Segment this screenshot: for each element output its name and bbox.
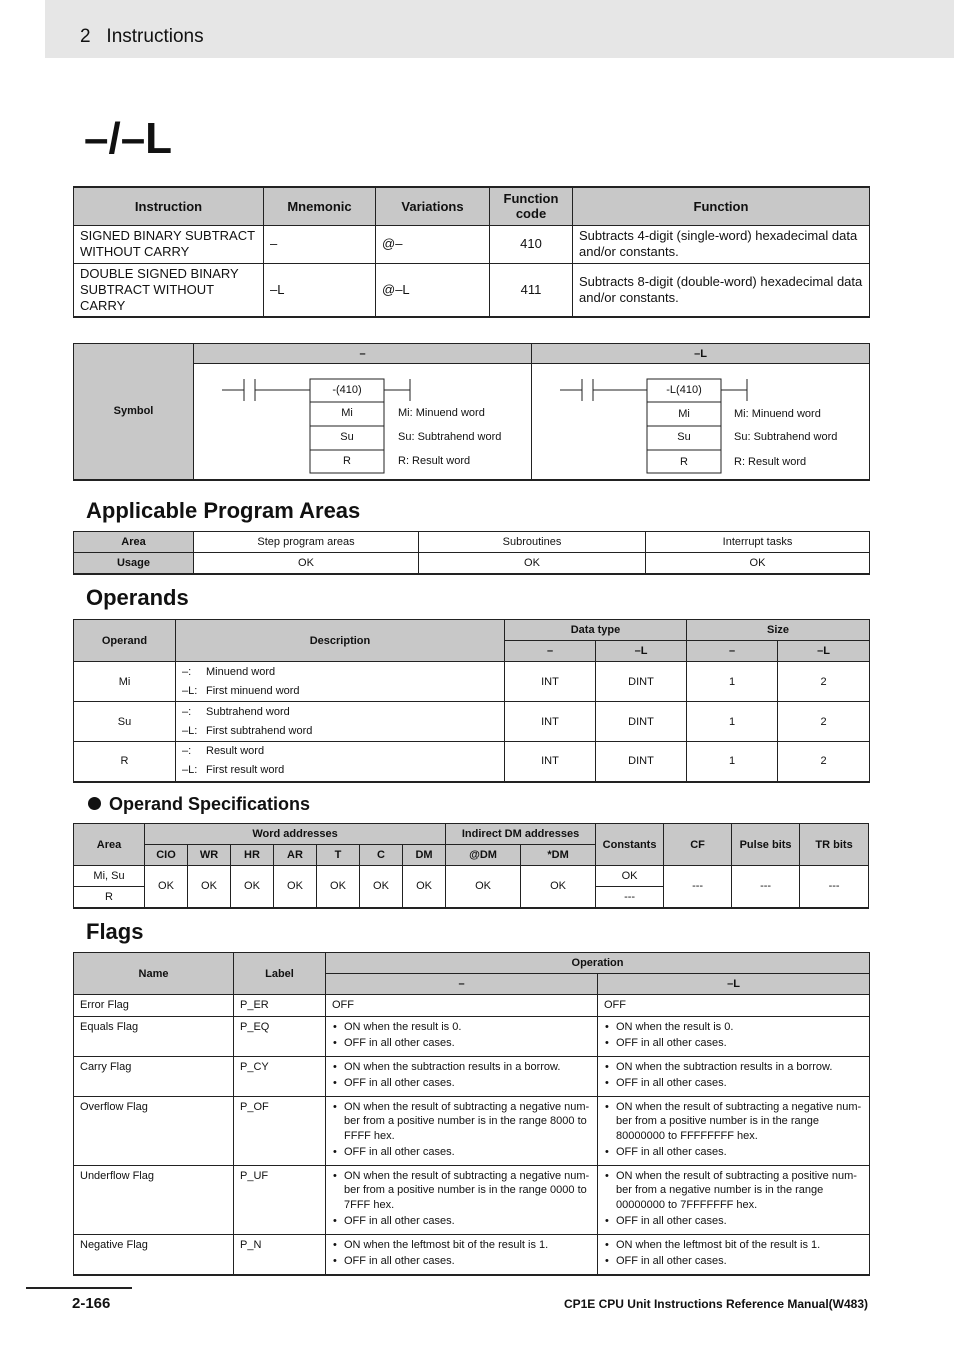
operand-description: –: Result word –L: First result word (176, 742, 505, 782)
header-cf: CF (664, 824, 732, 866)
flag-name: Carry Flag (74, 1056, 234, 1096)
header-description: Description (176, 620, 505, 662)
flag-label: P_N (234, 1234, 326, 1275)
header-name: Name (74, 953, 234, 995)
usage-value: OK (194, 553, 419, 574)
box-title: -(410) (332, 384, 362, 396)
flag-op-minus: • ON when the result of subtracting a negative num-ber from a positive number is in the range 0000 to 7FFF hex. • OFF in all other cases. (326, 1165, 598, 1234)
footer-rule (26, 1287, 132, 1289)
cf-value: --- (664, 866, 732, 908)
operands-header-row (74, 620, 870, 641)
variations: @–L (376, 263, 490, 317)
desc-mi: Mi: Minuend word (398, 407, 485, 419)
data-type-minus: INT (505, 702, 596, 742)
flag-name: Error Flag (74, 995, 234, 1017)
symbol-header-row (74, 344, 870, 364)
section-title-flags: Flags (86, 919, 144, 944)
operand-specs-table (73, 823, 869, 909)
flag-op-minus: • ON when the result of subtracting a negative num-ber from a positive number is in the range 8000 to FFFF hex. • OFF in all other cases. (326, 1096, 598, 1165)
symbol-table (73, 343, 870, 481)
page-number: 2-166 (72, 1295, 111, 1312)
flag-op-l: • ON when the result is 0. • OFF in all other cases. (598, 1016, 870, 1056)
usage-value: OK (419, 553, 646, 574)
header-function-code: Function code (490, 187, 573, 225)
data-type-l: DINT (596, 702, 687, 742)
table-row (74, 662, 870, 702)
mnemonic: – (264, 225, 376, 263)
flag-label: P_CY (234, 1056, 326, 1096)
header-ar: AR (274, 845, 317, 866)
flag-name: Underflow Flag (74, 1165, 234, 1234)
table-row (74, 553, 870, 574)
instruction-name: DOUBLE SIGNED BINARY SUBTRACT WITHOUT CARRY (74, 263, 264, 317)
header-type-minus: – (505, 641, 596, 662)
flags-table (73, 952, 870, 1276)
bullet-icon (88, 797, 101, 810)
size-minus: 1 (687, 742, 778, 782)
hr-value: OK (231, 866, 274, 908)
ladder-symbol-l (532, 364, 870, 480)
header-size-minus: – (687, 641, 778, 662)
area-label: Area (74, 532, 194, 553)
function-description: Subtracts 8-digit (double-word) hexadecimal data and/or constants. (573, 263, 870, 317)
header-operand: Operand (74, 620, 176, 662)
flag-label: P_UF (234, 1165, 326, 1234)
subsection-operand-specs (88, 794, 310, 815)
specs-header-row (74, 824, 869, 845)
header-instruction: Instruction (74, 187, 264, 225)
function-description: Subtracts 4-digit (single-word) hexadecimal data and/or constants. (573, 225, 870, 263)
table-row (74, 1165, 870, 1234)
symbol-label: Symbol (74, 344, 194, 480)
size-l: 2 (778, 742, 870, 782)
header-hr: HR (231, 845, 274, 866)
table-row (74, 702, 870, 742)
operand-description: –: Subtrahend word –L: First subtrahend word (176, 702, 505, 742)
size-l: 2 (778, 702, 870, 742)
area-r: R (74, 887, 145, 908)
header-indirect-dm: Indirect DM addresses (446, 824, 596, 845)
data-type-l: DINT (596, 742, 687, 782)
symbol-diagram-row (74, 364, 870, 480)
operand-name: R (74, 742, 176, 782)
ar-value: OK (274, 866, 317, 908)
desc-r: R: Result word (734, 456, 807, 468)
size-l: 2 (778, 662, 870, 702)
area-step: Step program areas (194, 532, 419, 553)
header-cio: CIO (145, 845, 188, 866)
flag-op-l: • ON when the subtraction results in a borrow. • OFF in all other cases. (598, 1056, 870, 1096)
header-tr-bits: TR bits (800, 824, 869, 866)
c-value: OK (360, 866, 403, 908)
data-type-minus: INT (505, 742, 596, 782)
flag-op-minus: • ON when the subtraction results in a borrow. • OFF in all other cases. (326, 1056, 598, 1096)
header-data-type: Data type (505, 620, 687, 641)
operand-mi: Mi (678, 408, 690, 420)
table-row (74, 1056, 870, 1096)
header-star-dm: *DM (521, 845, 596, 866)
usage-label: Usage (74, 553, 194, 574)
flag-op-l: • ON when the leftmost bit of the result is 1. • OFF in all other cases. (598, 1234, 870, 1275)
wr-value: OK (188, 866, 231, 908)
desc-su: Su: Subtrahend word (398, 431, 502, 443)
symbol-col-minus: – (194, 344, 532, 364)
header-size-l: –L (778, 641, 870, 662)
flag-name: Overflow Flag (74, 1096, 234, 1165)
header-at-dm: @DM (446, 845, 521, 866)
instruction-name: SIGNED BINARY SUBTRACT WITHOUT CARRY (74, 225, 264, 263)
data-type-minus: INT (505, 662, 596, 702)
operand-r: R (680, 456, 688, 468)
header-function: Function (573, 187, 870, 225)
header-t: T (317, 845, 360, 866)
table-row (74, 995, 870, 1017)
operands-table (73, 619, 870, 783)
flag-name: Equals Flag (74, 1016, 234, 1056)
operand-su: Su (340, 431, 354, 443)
operand-mi: Mi (341, 407, 353, 419)
program-areas-table (73, 531, 870, 575)
header-dm: DM (403, 845, 446, 866)
flag-op-minus: • ON when the leftmost bit of the result is 1. • OFF in all other cases. (326, 1234, 598, 1275)
page-title: –/–L (84, 114, 173, 163)
desc-r: R: Result word (398, 455, 471, 467)
chapter-title: Instructions (106, 26, 204, 47)
desc-su: Su: Subtrahend word (734, 431, 838, 443)
header-mnemonic: Mnemonic (264, 187, 376, 225)
subsection-title: Operand Specifications (109, 794, 311, 814)
table-row (74, 742, 870, 782)
table-row (74, 1096, 870, 1165)
header-label: Label (234, 953, 326, 995)
table-row (74, 866, 869, 887)
area-subroutines: Subroutines (419, 532, 646, 553)
usage-value: OK (646, 553, 870, 574)
table-row (74, 225, 870, 263)
cio-value: OK (145, 866, 188, 908)
tr-value: --- (800, 866, 869, 908)
table-row (74, 532, 870, 553)
operand-r: R (343, 455, 351, 467)
header-operation: Operation (326, 953, 870, 974)
function-code: 411 (490, 263, 573, 317)
mnemonic: –L (264, 263, 376, 317)
flag-label: P_EQ (234, 1016, 326, 1056)
header-op-l: –L (598, 974, 870, 995)
function-code: 410 (490, 225, 573, 263)
operand-su: Su (677, 431, 691, 443)
desc-mi: Mi: Minuend word (734, 408, 821, 420)
flags-header-row (74, 953, 870, 974)
table-row (74, 1016, 870, 1056)
operand-name: Mi (74, 662, 176, 702)
header-constants: Constants (596, 824, 664, 866)
section-title-operands: Operands (86, 585, 189, 610)
header-word-addresses: Word addresses (145, 824, 446, 845)
table-row (74, 263, 870, 317)
dm-value: OK (403, 866, 446, 908)
header-c: C (360, 845, 403, 866)
header-area: Area (74, 824, 145, 866)
t-value: OK (317, 866, 360, 908)
instruction-table (73, 186, 870, 318)
symbol-col-l: –L (532, 344, 870, 364)
flag-label: P_ER (234, 995, 326, 1017)
area-mi-su: Mi, Su (74, 866, 145, 887)
table-row (74, 1234, 870, 1275)
star-dm-value: OK (521, 866, 596, 908)
flag-name: Negative Flag (74, 1234, 234, 1275)
ladder-symbol-minus (194, 364, 532, 480)
flag-op-minus: • ON when the result is 0. • OFF in all other cases. (326, 1016, 598, 1056)
constants-r: --- (596, 887, 664, 908)
header-type-l: –L (596, 641, 687, 662)
instruction-header-row (74, 187, 870, 225)
operand-name: Su (74, 702, 176, 742)
variations: @– (376, 225, 490, 263)
flag-op-l: • ON when the result of subtracting a negative num-ber from a positive number is in the range 80000000 to FFFFFFFF hex. • OFF in all other cases. (598, 1096, 870, 1165)
at-dm-value: OK (446, 866, 521, 908)
header-pulse-bits: Pulse bits (732, 824, 800, 866)
flag-label: P_OF (234, 1096, 326, 1165)
size-minus: 1 (687, 702, 778, 742)
flag-op-minus: OFF (326, 995, 598, 1017)
header-wr: WR (188, 845, 231, 866)
data-type-l: DINT (596, 662, 687, 702)
box-title: -L(410) (666, 384, 702, 396)
pulse-value: --- (732, 866, 800, 908)
header-size: Size (687, 620, 870, 641)
operand-description: –: Minuend word –L: First minuend word (176, 662, 505, 702)
constants-mi-su: OK (596, 866, 664, 887)
manual-title: CP1E CPU Unit Instructions Reference Manual(W483) (563, 1297, 868, 1311)
chapter-number: 2 (80, 26, 91, 47)
chapter-heading (80, 26, 204, 48)
flag-op-l: • ON when the result of subtracting a positive num-ber from a negative number is in the range 00000000 to 7FFFFFFF hex. • OFF in all other cases. (598, 1165, 870, 1234)
header-variations: Variations (376, 187, 490, 225)
header-op-minus: – (326, 974, 598, 995)
area-interrupt: Interrupt tasks (646, 532, 870, 553)
section-title-areas: Applicable Program Areas (86, 498, 361, 523)
flag-op-l: OFF (598, 995, 870, 1017)
size-minus: 1 (687, 662, 778, 702)
